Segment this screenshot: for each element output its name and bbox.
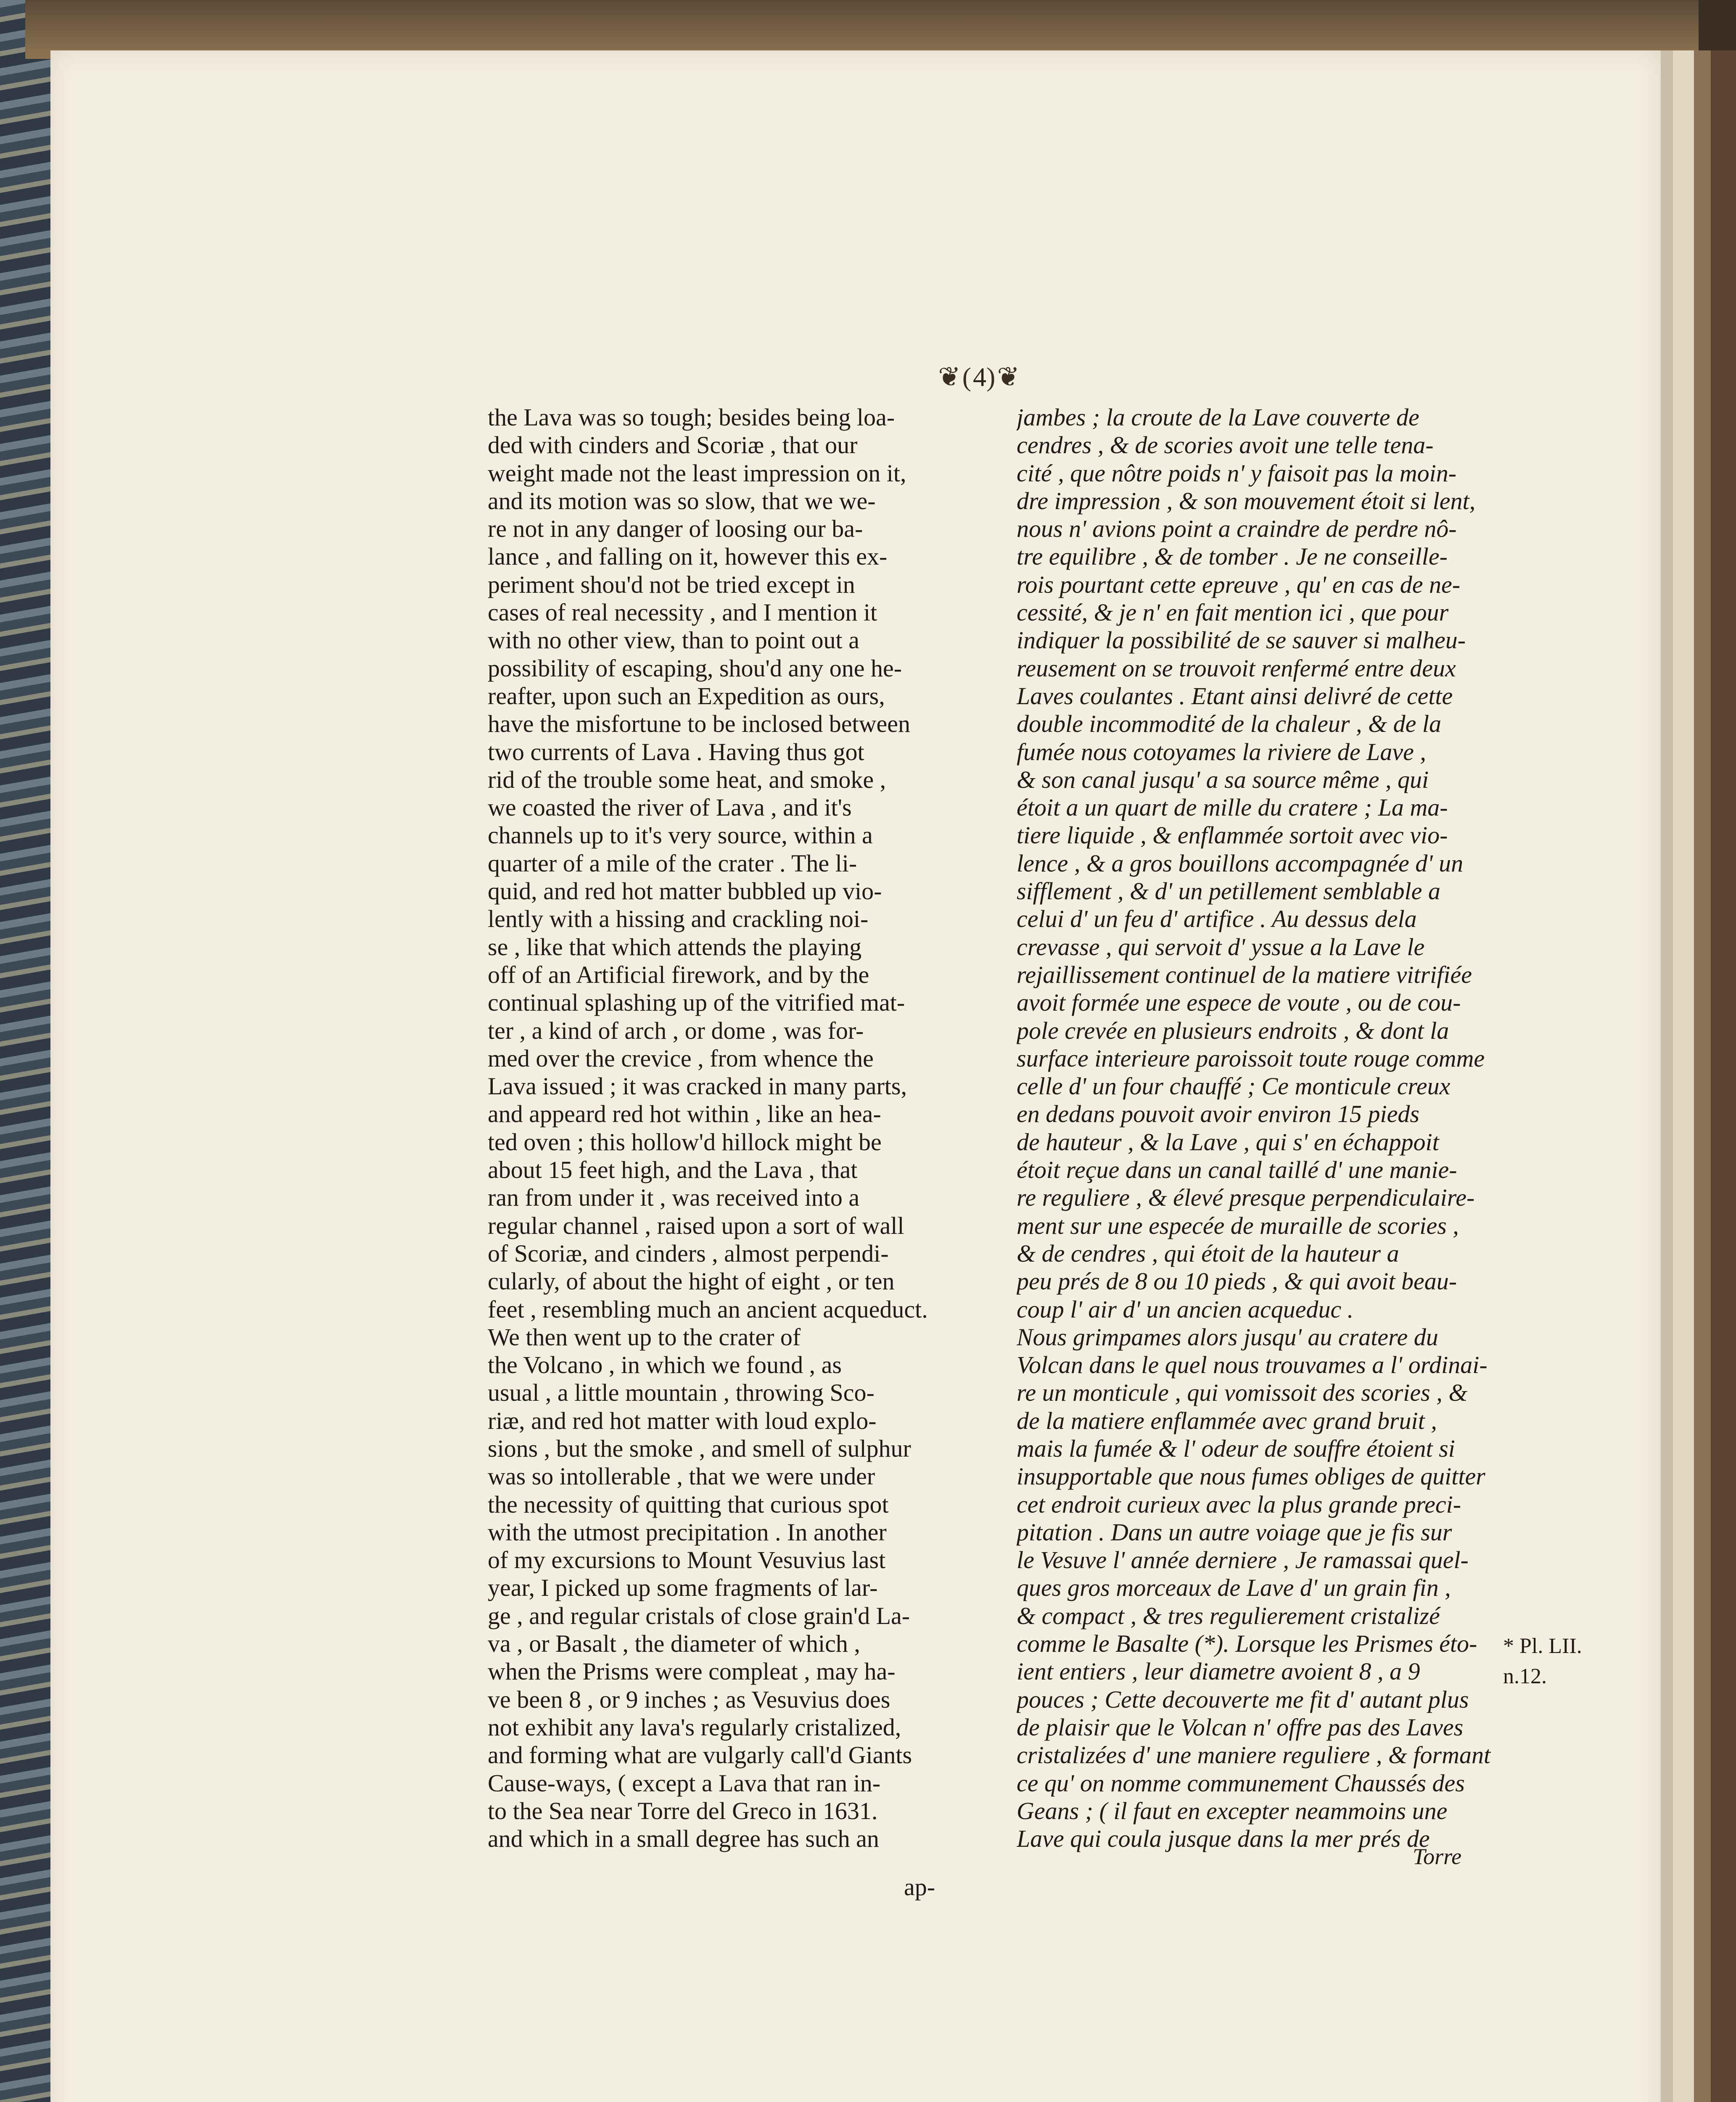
english-text-line: Cause-ways, ( except a Lava that ran in-: [488, 1769, 881, 1797]
french-text-line: celui d' un feu d' artifice . Au dessus dela: [1017, 905, 1417, 933]
french-text-line: cité , que nôtre poids n' y faisoit pas la moin-: [1017, 459, 1457, 487]
english-text-line: cases of real necessity , and I mention it: [488, 599, 877, 626]
english-text-line: channels up to it's very source, within a: [488, 821, 873, 849]
english-text-line: se , like that which attends the playing: [488, 933, 862, 961]
french-text-line: cristalizées d' une maniere reguliere , & formant: [1017, 1741, 1491, 1769]
header-ornament-right: )❦: [986, 362, 1021, 392]
french-text-line: double incommodité de la chaleur , & de la: [1017, 710, 1441, 738]
marbled-binding: [0, 0, 55, 2102]
french-text-line: avoit formée une espece de voute , ou de cou-: [1017, 989, 1461, 1017]
french-text-line: ques gros morceaux de Lave d' un grain fin ,: [1017, 1574, 1451, 1602]
english-text-line: cularly, of about the hight of eight , or ten: [488, 1268, 895, 1295]
english-text-line: lance , and falling on it, however this ex-: [488, 543, 888, 570]
english-text-line: with the utmost precipitation . In another: [488, 1518, 887, 1546]
english-text-line: ge , and regular cristals of close grain'd La-: [488, 1602, 910, 1629]
french-text-line: Lave qui coula jusque dans la mer prés de: [1017, 1825, 1430, 1853]
english-text-line: ran from under it , was received into a: [488, 1184, 860, 1212]
header-ornament-left: ❦(: [938, 362, 973, 392]
french-text-line: coup l' air d' un ancien acqueduc .: [1017, 1295, 1354, 1323]
french-text-line: rejaillissement continuel de la matiere vitrifiée: [1017, 961, 1472, 988]
english-text-line: when the Prisms were compleat , may ha-: [488, 1658, 896, 1685]
french-text-line: reusement on se trouvoit renfermé entre deux: [1017, 654, 1456, 682]
english-text-line: two currents of Lava . Having thus got: [488, 738, 864, 766]
english-text-line: and which in a small degree has such an: [488, 1825, 879, 1853]
french-text-line: fumée nous cotoyames la riviere de Lave ,: [1017, 738, 1426, 766]
french-text-line: étoit a un quart de mille du cratere ; La ma-: [1017, 794, 1448, 821]
english-text-line: feet , resembling much an ancient acqueduct.: [488, 1295, 928, 1323]
english-text-line: lently with a hissing and crackling noi-: [488, 905, 869, 933]
english-text-line: usual , a little mountain , throwing Sco-: [488, 1379, 875, 1407]
english-text-line: we coasted the river of Lava , and it's: [488, 794, 852, 821]
english-text-line: to the Sea near Torre del Greco in 1631.: [488, 1797, 878, 1825]
french-text-line: sifflement , & d' un petillement semblable a: [1017, 877, 1440, 905]
french-text-line: insupportable que nous fumes obliges de quitter: [1017, 1463, 1485, 1490]
french-text-line: tre equilibre , & de tomber . Je ne conseille-: [1017, 543, 1448, 570]
english-text-line: ded with cinders and Scoriæ , that our: [488, 431, 858, 459]
english-catchword: ap-: [904, 1873, 935, 1901]
french-text-line: ment sur une especée de muraille de scories ,: [1017, 1212, 1459, 1239]
english-text-line: med over the crevice , from whence the: [488, 1044, 874, 1072]
french-text-line: & de cendres , qui étoit de la hauteur a: [1017, 1239, 1399, 1267]
english-text-line: ter , a kind of arch , or dome , was for-: [488, 1017, 864, 1044]
french-text-line: cendres , & de scories avoit une telle tena-: [1017, 431, 1434, 459]
english-text-line: of Scoriæ, and cinders , almost perpendi-: [488, 1239, 889, 1267]
french-text-line: cessité, & je n' en fait mention ici , que pour: [1017, 599, 1449, 626]
french-text-line: & son canal jusqu' a sa source même , qui: [1017, 766, 1429, 793]
english-text-line: not exhibit any lava's regularly cristalized,: [488, 1713, 901, 1741]
french-text-line: mais la fumée & l' odeur de souffre étoient si: [1017, 1434, 1455, 1462]
english-text-line: va , or Basalt , the diameter of which ,: [488, 1630, 860, 1658]
english-text-column: [488, 404, 967, 1853]
english-text-line: of my excursions to Mount Vesuvius last: [488, 1546, 886, 1574]
french-text-line: re un monticule , qui vomissoit des scories , &: [1017, 1379, 1468, 1407]
english-text-line: ted oven ; this hollow'd hillock might be: [488, 1128, 882, 1156]
english-text-line: the Lava was so tough; besides being loa-: [488, 404, 895, 431]
french-text-line: & compact , & tres regulierement cristalizé: [1017, 1602, 1440, 1629]
page-number: 4: [973, 362, 986, 392]
french-text-line: indiquer la possibilité de se sauver si malheu-: [1017, 626, 1466, 654]
english-text-line: rid of the trouble some heat, and smoke ,: [488, 766, 886, 793]
french-text-line: Laves coulantes . Etant ainsi delivré de cette: [1017, 682, 1453, 710]
french-text-line: surface interieure paroissoit toute rouge comme: [1017, 1044, 1485, 1072]
french-text-line: cet endroit curieux avec la plus grande preci-: [1017, 1490, 1461, 1518]
english-text-line: and appeard red hot within , like an hea-: [488, 1100, 881, 1128]
french-text-line: jambes ; la croute de la Lave couverte de: [1017, 404, 1419, 431]
french-text-column: [1017, 404, 1496, 1853]
english-text-line: have the misfortune to be inclosed between: [488, 710, 911, 738]
french-text-line: nous n' avions point a craindre de perdre nô-: [1017, 515, 1457, 543]
french-text-line: de plaisir que le Volcan n' offre pas des Laves: [1017, 1713, 1464, 1741]
english-text-line: Lava issued ; it was cracked in many parts,: [488, 1072, 907, 1100]
french-text-line: Geans ; ( il faut en excepter neammoins une: [1017, 1797, 1448, 1825]
english-text-line: weight made not the least impression on it,: [488, 459, 906, 487]
english-text-line: We then went up to the crater of: [488, 1323, 801, 1351]
plate-reference-note: [1503, 1631, 1582, 1692]
french-text-line: Volcan dans le quel nous trouvames a l' ordinai-: [1017, 1351, 1488, 1379]
french-text-line: comme le Basalte (*). Lorsque les Prismes éto-: [1017, 1630, 1477, 1658]
english-text-line: possibility of escaping, shou'd any one he-: [488, 654, 902, 682]
english-text-line: and its motion was so slow, that we we-: [488, 487, 876, 515]
english-text-line: with no other view, than to point out a: [488, 626, 859, 654]
english-text-line: quid, and red hot matter bubbled up vio-: [488, 877, 882, 905]
english-text-line: periment shou'd not be tried except in: [488, 570, 855, 598]
english-text-line: re not in any danger of loosing our ba-: [488, 515, 863, 543]
english-text-line: off of an Artificial firework, and by the: [488, 961, 869, 988]
french-catchword: Torre: [1413, 1844, 1462, 1869]
french-text-line: Nous grimpames alors jusqu' au cratere du: [1017, 1323, 1438, 1351]
english-text-line: regular channel , raised upon a sort of wall: [488, 1212, 904, 1239]
english-text-line: riæ, and red hot matter with loud explo-: [488, 1407, 877, 1434]
english-text-line: year, I picked up some fragments of lar-: [488, 1574, 878, 1602]
english-text-line: ve been 8 , or 9 inches ; as Vesuvius does: [488, 1685, 890, 1713]
page-number-header: [917, 362, 1043, 404]
plate-reference-line2: n.12.: [1503, 1664, 1547, 1688]
french-text-line: pitation . Dans un autre voiage que je fis sur: [1017, 1518, 1452, 1546]
english-text-line: quarter of a mile of the crater . The li-: [488, 849, 857, 877]
english-text-line: about 15 feet high, and the Lava , that: [488, 1156, 858, 1184]
french-text-line: en dedans pouvoit avoir environ 15 pieds: [1017, 1100, 1419, 1128]
french-text-line: ce qu' on nomme communement Chaussés des: [1017, 1769, 1465, 1797]
french-text-line: ient entiers , leur diametre avoient 8 , a 9: [1017, 1658, 1420, 1685]
french-text-line: de la matiere enflammée avec grand bruit ,: [1017, 1407, 1437, 1434]
english-text-line: reafter, upon such an Expedition as ours,: [488, 682, 885, 710]
french-text-line: de hauteur , & la Lave , qui s' en échappoit: [1017, 1128, 1439, 1156]
french-text-line: crevasse , qui servoit d' yssue a la Lave le: [1017, 933, 1425, 961]
french-text-line: celle d' un four chauffé ; Ce monticule creux: [1017, 1072, 1451, 1100]
french-text-line: pouces ; Cette decouverte me fit d' autant plus: [1017, 1685, 1469, 1713]
english-text-line: the Volcano , in which we found , as: [488, 1351, 842, 1379]
french-text-line: rois pourtant cette epreuve , qu' en cas de ne-: [1017, 570, 1461, 598]
french-text-line: dre impression , & son mouvement étoit si lent,: [1017, 487, 1476, 515]
english-text-line: and forming what are vulgarly call'd Giants: [488, 1741, 912, 1769]
book-board-top: [25, 0, 1699, 59]
english-text-line: the necessity of quitting that curious spot: [488, 1490, 889, 1518]
french-text-line: peu prés de 8 ou 10 pieds , & qui avoit beau-: [1017, 1268, 1457, 1295]
english-text-line: sions , but the smoke , and smell of sulphur: [488, 1434, 911, 1462]
french-text-line: pole crevée en plusieurs endroits , & dont la: [1017, 1017, 1449, 1044]
english-text-line: was so intollerable , that we were under: [488, 1463, 875, 1490]
plate-reference-line1: * Pl. LII.: [1503, 1634, 1582, 1658]
english-text-line: continual splashing up of the vitrified mat-: [488, 989, 905, 1017]
bleed-through-marks: [387, 698, 425, 765]
french-text-line: re reguliere , & élevé presque perpendiculaire-: [1017, 1184, 1475, 1212]
french-text-line: étoit reçue dans un canal taillé d' une manie-: [1017, 1156, 1457, 1184]
french-text-line: le Vesuve l' année derniere , Je ramassai quel-: [1017, 1546, 1469, 1574]
french-text-line: lence , & a gros bouillons accompagnée d' un: [1017, 849, 1464, 877]
french-text-line: tiere liquide , & enflammée sortoit avec vio-: [1017, 821, 1448, 849]
